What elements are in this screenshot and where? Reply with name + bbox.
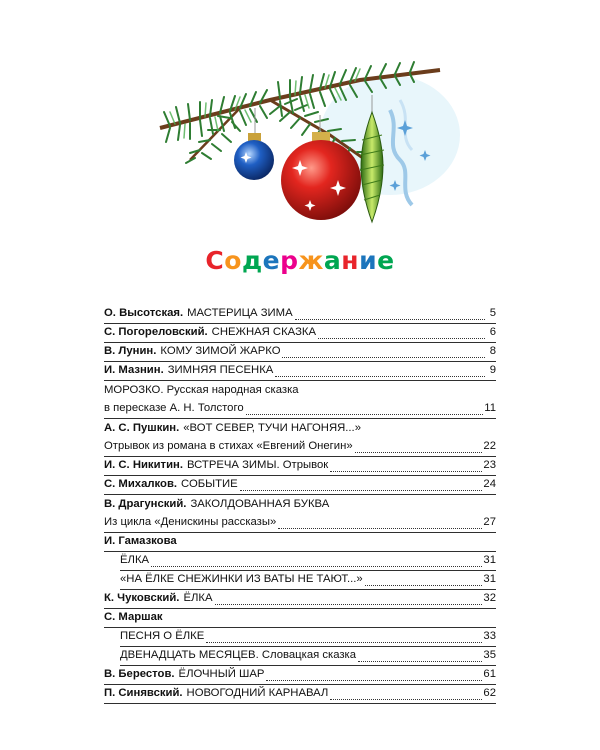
toc-entry [104,381,496,400]
toc-leader-dots [295,309,485,320]
toc-page-number: 6 [489,325,496,338]
toc-page-number: 5 [489,306,496,319]
toc-leader-dots [355,442,483,453]
toc-page-number: 31 [483,553,496,566]
toc-leader-dots [278,518,482,529]
toc-page-number: 23 [483,458,496,471]
toc-author: В. Драгунский. [104,497,187,510]
toc-leader-dots [365,575,483,586]
toc-entry [104,400,496,419]
toc-page-number: 62 [483,686,496,699]
toc-page-number: 27 [483,515,496,528]
toc-entry [104,438,496,457]
heading-letter: и [359,246,378,275]
toc-title: ВСТРЕЧА ЗИМЫ. Отрывок [186,458,329,471]
toc-author: А. С. Пушкин. [104,421,180,434]
toc-leader-dots [318,328,485,339]
toc-author: С. Погореловский. [104,325,208,338]
toc-page-number: 31 [483,572,496,585]
toc-page-number: 9 [489,363,496,376]
toc-title: НОВОГОДНИЙ КАРНАВАЛ [186,686,329,699]
toc-page-number: 33 [483,629,496,642]
toc-entry [120,552,496,571]
toc-author: П. Синявский. [104,686,183,699]
toc-page-number: 8 [489,344,496,357]
heading-letter: ж [298,246,324,275]
heading-letter: о [224,246,242,275]
toc-author: К. Чуковский. [104,591,180,604]
toc-author: С. Михалков. [104,477,178,490]
toc-title: ДВЕНАДЦАТЬ МЕСЯЦЕВ. Словацкая сказка [120,648,357,661]
heading-letter: е [377,246,395,275]
toc-title: «НА ЁЛКЕ СНЕЖИНКИ ИЗ ВАТЫ НЕ ТАЮТ...» [120,572,363,585]
toc-page-number: 11 [484,401,496,414]
toc-entry [120,628,496,647]
toc-leader-dots [282,347,485,358]
toc-entry [104,419,496,438]
toc-leader-dots [330,461,482,472]
toc-title: ПЕСНЯ О ЁЛКЕ [120,629,205,642]
toc-leader-dots [151,556,482,567]
toc-entry [120,571,496,590]
christmas-branch-illustration [150,40,460,245]
toc-entry [104,305,496,324]
toc-title: Отрывок из романа в стихах «Евгений Онегин» [104,439,353,452]
toc-page-number: 61 [483,667,496,680]
toc-leader-dots [275,366,485,377]
toc-title: в пересказе А. Н. Толстого [104,401,244,414]
toc-entry [104,476,496,495]
toc-leader-dots [240,480,483,491]
toc-page-number: 22 [483,439,496,452]
heading-letter: С [205,246,225,275]
toc-entry [104,666,496,685]
toc-title: КОМУ ЗИМОЙ ЖАРКО [160,344,281,357]
toc-entry [104,685,496,704]
toc-page-number: 32 [483,591,496,604]
toc-entry [104,533,496,552]
toc-entry [104,514,496,533]
toc-title: ЗАКОЛДОВАННАЯ БУКВА [190,497,330,510]
toc-leader-dots [330,689,482,700]
toc-author: В. Берестов. [104,667,175,680]
toc-title: МАСТЕРИЦА ЗИМА [187,306,293,319]
table-of-contents [104,305,496,704]
toc-leader-dots [215,594,483,605]
heading-letter: е [262,246,281,275]
toc-author: С. Маршак [104,610,163,623]
toc-entry [104,343,496,362]
toc-entry [104,590,496,609]
toc-title: «ВОТ СЕВЕР, ТУЧИ НАГОНЯЯ...» [183,421,361,434]
toc-leader-dots [266,670,482,681]
toc-author: И. Мазнин. [104,363,164,376]
toc-title: СНЕЖНАЯ СКАЗКА [211,325,317,338]
heading-letter: р [280,246,299,275]
toc-page-number: 35 [483,648,496,661]
toc-leader-dots [246,404,484,415]
toc-entry [104,324,496,343]
toc-title: ЁЛКА [120,553,150,566]
toc-entry [120,647,496,666]
heading-letter: д [241,246,263,275]
contents-heading [0,246,600,275]
toc-entry [104,362,496,381]
toc-title: ЗИМНЯЯ ПЕСЕНКА [167,363,274,376]
toc-title: ЁЛОЧНЫЙ ШАР [178,667,265,680]
heading-letter: н [341,246,360,275]
toc-title: СОБЫТИЕ [181,477,238,490]
toc-title: Из цикла «Денискины рассказы» [104,515,277,528]
toc-title: ЁЛКА [183,591,213,604]
toc-author: О. Высотская. [104,306,184,319]
toc-entry [104,457,496,476]
toc-author: И. Гамазкова [104,534,177,547]
toc-title: МОРОЗКО. Русская народная сказка [104,383,299,396]
toc-page-number: 24 [483,477,496,490]
toc-author: И. С. Никитин. [104,458,183,471]
toc-leader-dots [206,632,482,643]
toc-entry [104,495,496,514]
heading-letter: а [323,246,342,275]
toc-leader-dots [358,651,482,662]
toc-entry [104,609,496,628]
toc-author: В. Лунин. [104,344,157,357]
